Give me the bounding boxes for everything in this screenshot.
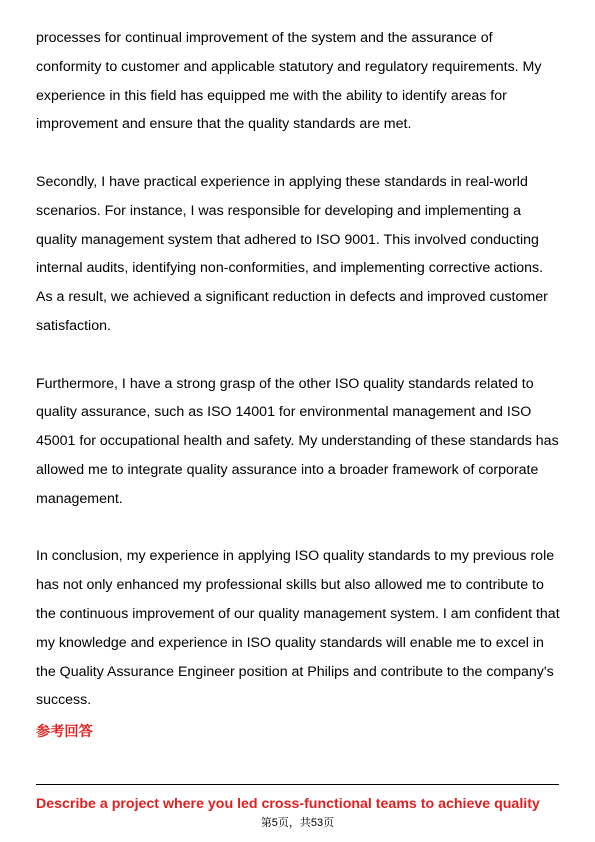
paragraph-gap <box>36 139 560 168</box>
next-question-heading: Describe a project where you led cross-functional teams to achieve quality <box>36 796 540 812</box>
paragraph-2: Secondly, I have practical experience in applying these standards in real-world scenarios. For instance, I was responsible for developing and implementing a quality management system that adhered to ISO 9001. This involved conducting internal audits, identifying non-conformities, and implementing corrective actions. As a result, we achieved a significant reduction in defects and improved customer satisfaction. <box>36 173 548 334</box>
paragraph-gap <box>36 341 560 370</box>
paragraph-gap <box>36 514 560 543</box>
page-number: 第5页，共53页 <box>260 817 335 829</box>
answer-body <box>36 24 560 715</box>
paragraph-3: Furthermore, I have a strong grasp of the other ISO quality standards related to quality assurance, such as ISO 14001 for environmental management and ISO 45001 for occupational health and safety. My understanding of these standards has allowed me to integrate quality assurance into a broader framework of corporate management. <box>36 375 559 507</box>
section-divider <box>36 784 559 785</box>
paragraph-4: In conclusion, my experience in applying ISO quality standards to my previous role has not only enhanced my professional skills but also allowed me to contribute to the continuous improvement of our quality management system. I am confident that my knowledge and experience in ISO quality standards will enable me to excel in the Quality Assurance Engineer position at Philips and contribute to the company's success. <box>36 548 560 709</box>
paragraph-1: processes for continual improvement of the system and the assurance of conformity to customer and applicable statutory and regulatory requirements. My experience in this field has equipped me with the ability to identify areas for improvement and ensure that the quality standards are met. <box>36 30 542 133</box>
reference-answer-label: 参考回答 <box>36 724 93 740</box>
